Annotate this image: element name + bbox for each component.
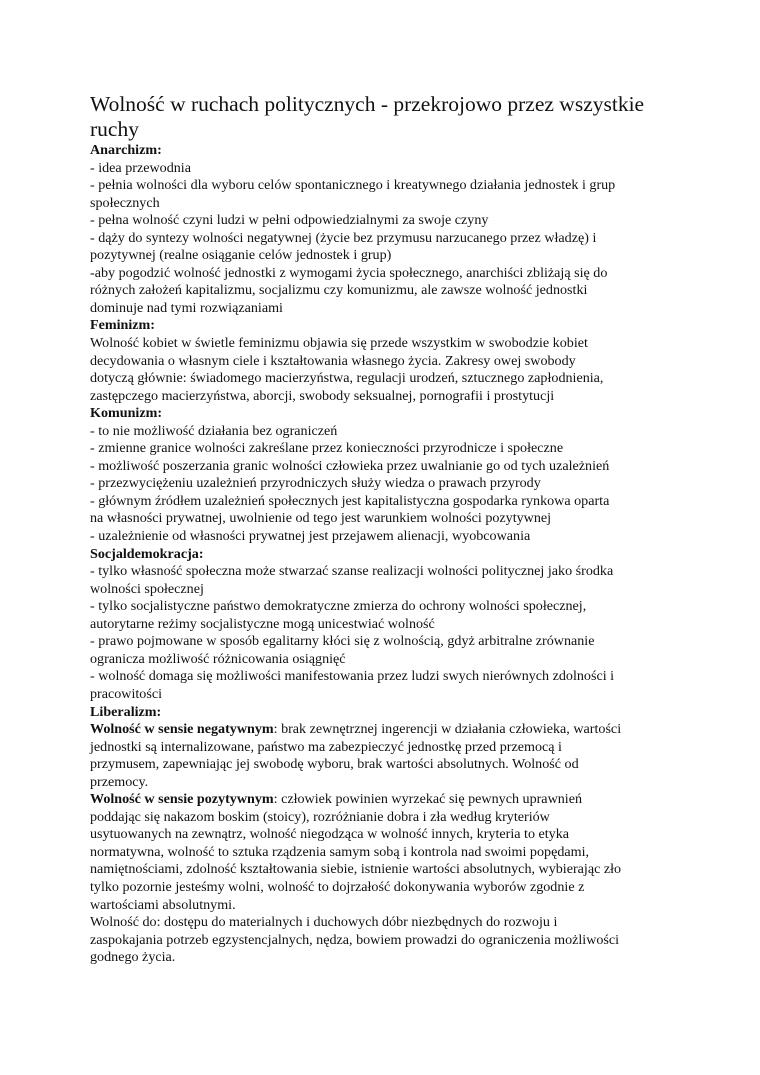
text-line: wartościami absolutnymi. [90,896,236,913]
text-line: usytuowanych na zewnątrz, wolność niegodząca w wolność innych, kryteria to etyka [90,826,570,843]
text-line: dotyczą głównie: świadomego macierzyństwa, regulacji urodzeń, sztucznego zapłodnienia, [90,370,604,387]
text-line: różnych założeń kapitalizmu, socjalizmu czy komunizmu, ale zawsze wolność jednostki [90,282,588,299]
text-line: - prawo pojmowane w sposób egalitarny kłóci się z wolnością, gdyż arbitralne zrównanie [90,633,595,650]
section-communism [90,405,680,545]
text-line: poddając się nakazom boskim (stoicy), rozróżnianie dobra i zła według kryteriów [90,808,550,825]
text-line: tylko pozornie jesteśmy wolni, wolność to dojrzałość dokonywania wyborów zgodnie z [90,878,585,895]
section-heading: Liberalizm: [90,703,162,720]
text-line: zastępczego macierzyństwa, aborcji, swobody seksualnej, pornografii i prostytucji [90,387,555,404]
text-line: - dąży do syntezy wolności negatywnej (życie bez przymusu narzucanego przez władzę) i [90,229,597,246]
text-line: - tylko własność społeczna może stwarzać szanse realizacji wolności politycznej jako środka [90,563,614,580]
text-line: - zmienne granice wolności zakreślane przez konieczności przyrodnicze i społeczne [90,440,564,457]
negative-freedom-label: Wolność w sensie negatywnym [90,721,274,738]
text-line: - możliwość poszerzania granic wolności człowieka przez uwalnianie go od tych uzależnień [90,457,610,474]
text-line: zaspokajania potrzeb egzystencjalnych, nędza, bowiem prowadzi do ograniczenia możliwości [90,931,620,948]
text-line: - pełna wolność czyni ludzi w pełni odpowiedzialnymi za swoje czyny [90,212,489,229]
text-line: - przezwyciężeniu uzależnień przyrodniczych służy wiedza o prawach przyrody [90,475,541,492]
text-line: Wolność kobiet w świetle feminizmu objawia się przede wszystkim w swobodzie kobiet [90,335,588,352]
text-line: - uzależnienie od własności prywatnej jest przejawem alienacji, wyobcowania [90,528,531,545]
text-line: przymusem, zapewniając jej swobodę wyboru, brak wartości absolutnych. Wolność od [90,756,579,773]
text-line [90,721,680,739]
text-line [90,791,680,809]
text-line: godnego życia. [90,949,176,966]
negative-freedom-text: : brak zewnętrznej ingerencji w działania człowieka, wartości [273,721,622,738]
text-line: wolności społecznej [90,580,204,597]
section-heading: Komunizm: [90,405,163,422]
text-line: pracowitości [90,685,163,702]
document-title [90,92,680,142]
title-line: Wolność w ruchach politycznych - przekrojowo przez wszystkie [90,92,645,116]
text-line: - pełnia wolności dla wyboru celów spontanicznego i kreatywnego działania jednostek i grup [90,177,616,194]
text-line: - wolność domaga się możliwości manifestowania przez ludzi swych nierównych zdolności i [90,668,615,685]
text-line: pozytywnej (realne osiąganie celów jednostek i grup) [90,247,392,264]
text-line: społecznych [90,194,160,211]
text-line: ogranicza możliwość różnicowania osiągnięć [90,650,346,667]
document-page [90,92,680,967]
text-line: - idea przewodnia [90,159,191,176]
section-heading: Feminizm: [90,317,155,334]
title-line: ruchy [90,117,139,141]
positive-freedom-text: : człowiek powinien wyrzekać się pewnych uprawnień [273,791,583,808]
text-line: namiętnościami, zdolność kształtowania siebie, istnienie wartości absolutnych, wybierając zło [90,861,622,878]
text-line: na własności prywatnej, uwolnienie od tego jest warunkiem wolności pozytywnej [90,510,552,527]
text-line: -aby pogodzić wolność jednostki z wymogami życia społecznego, anarchiści zbliżają się do [90,264,608,281]
section-liberalism [90,704,680,967]
section-feminism [90,317,680,405]
section-social-democracy [90,546,680,704]
text-line: decydowania o własnym ciele i kształtowania własnego życia. Zakresy owej swobody [90,352,576,369]
section-heading: Socjaldemokracja: [90,545,204,562]
text-line: przemocy. [90,773,149,790]
text-line: normatywna, wolność to sztuka rządzenia samym sobą i kontrola nad swoimi popędami, [90,843,590,860]
positive-freedom-label: Wolność w sensie pozytywnym [90,791,274,808]
text-line: jednostki są internalizowane, państwo ma zabezpieczyć jednostkę przed przemocą i [90,738,562,755]
text-line: dominuje nad tymi rozwiązaniami [90,299,283,316]
text-line: - tylko socjalistyczne państwo demokratyczne zmierza do ochrony wolności społecznej, [90,598,587,615]
section-anarchism [90,142,680,317]
text-line: - głównym źródłem uzależnień społecznych jest kapitalistyczna gospodarka rynkowa oparta [90,492,610,509]
text-line: - to nie możliwość działania bez ograniczeń [90,422,338,439]
text-line: Wolność do: dostępu do materialnych i duchowych dóbr niezbędnych do rozwoju i [90,914,558,931]
text-line: autorytarne reżimy socjalistyczne mogą unicestwiać wolność [90,615,435,632]
section-heading: Anarchizm: [90,142,162,158]
